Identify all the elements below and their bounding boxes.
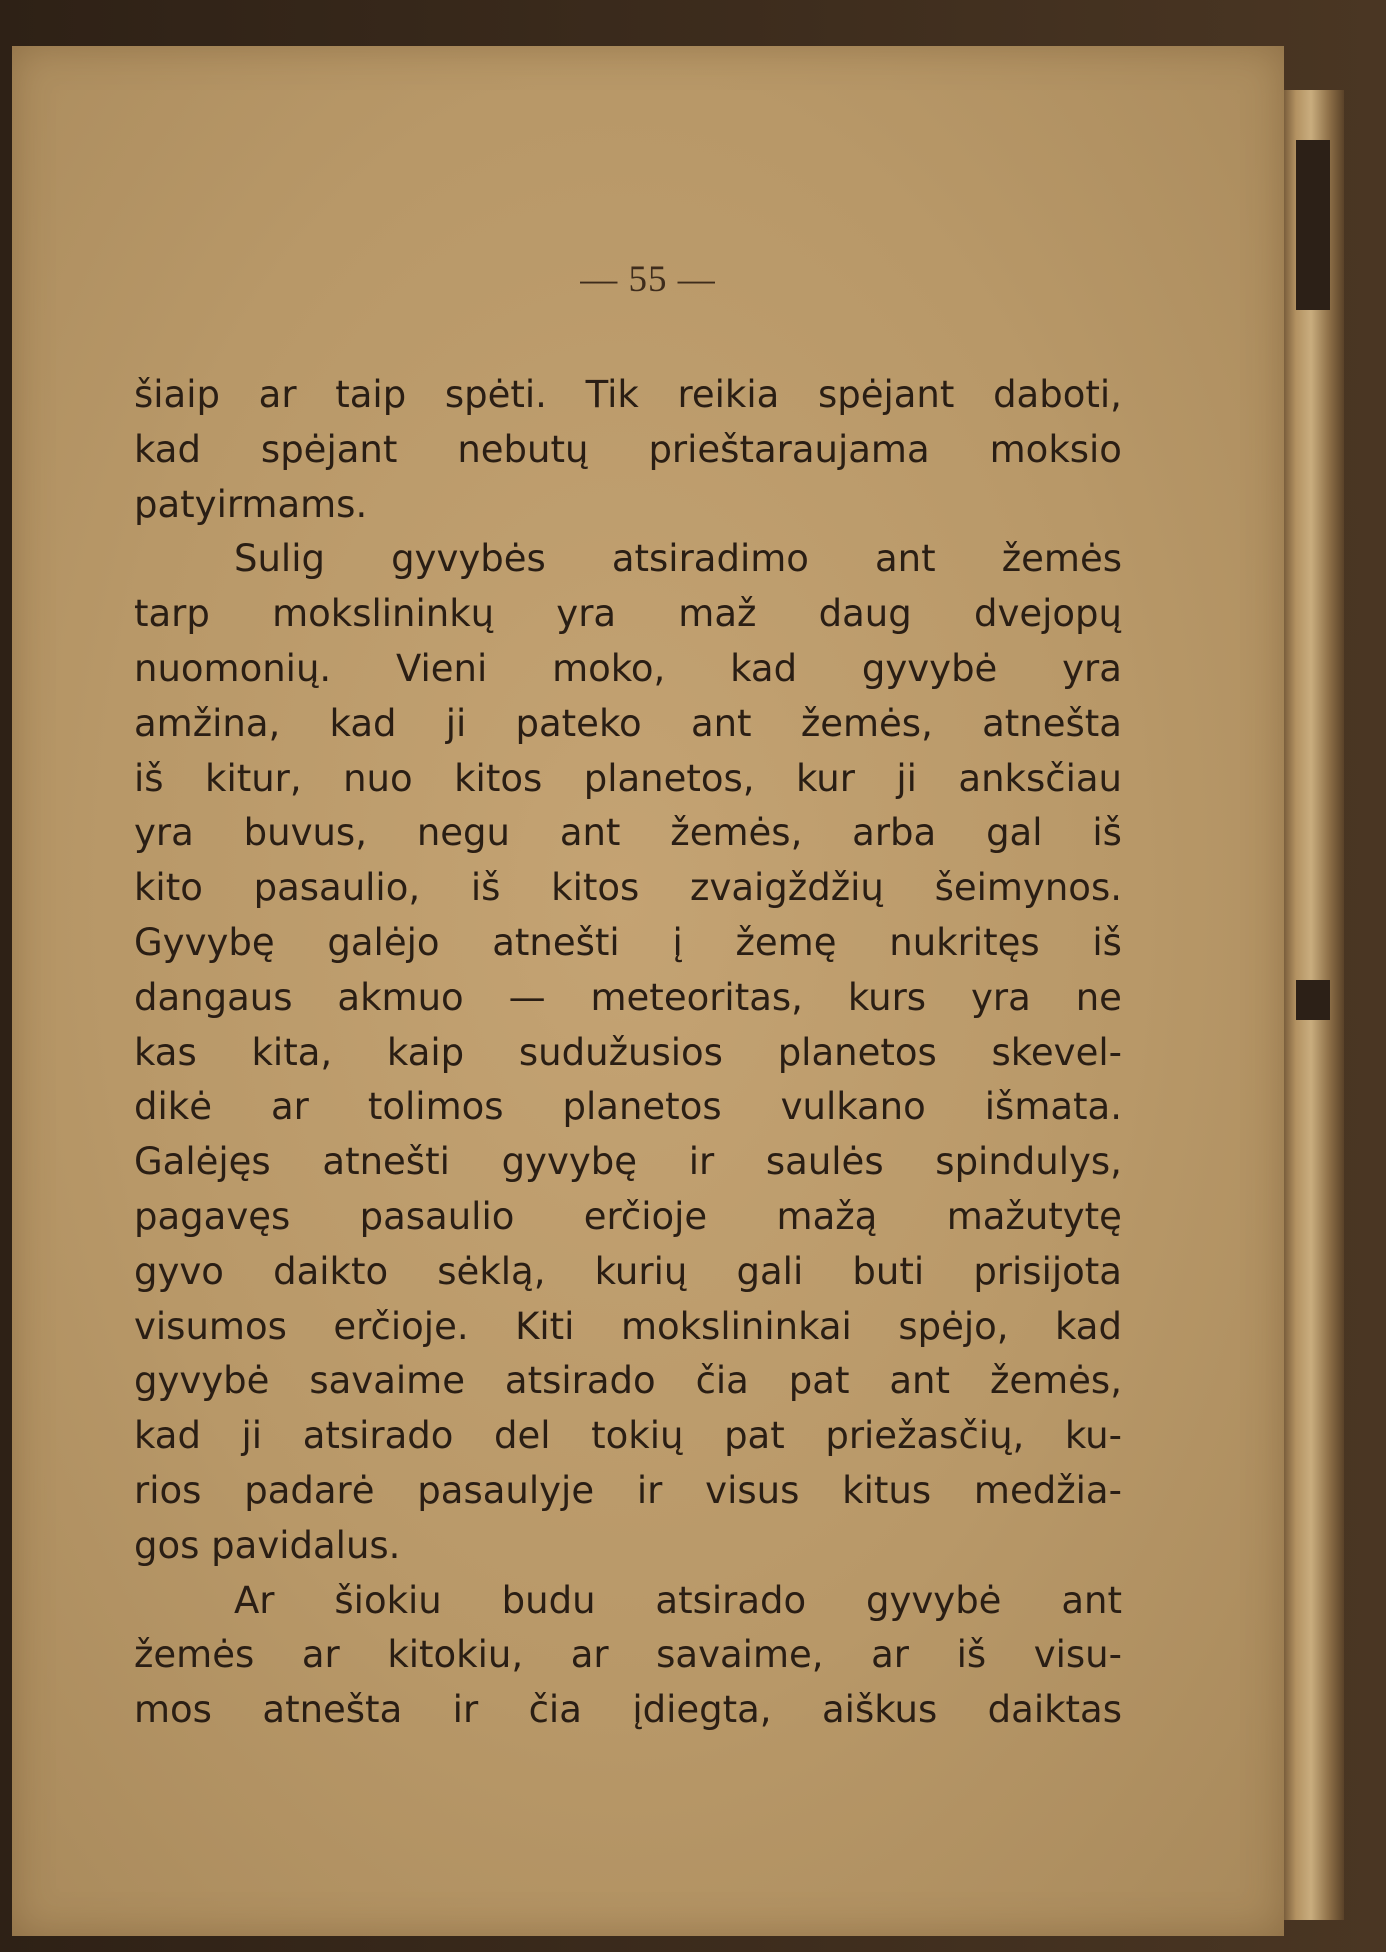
word: mokslininkai (620, 1304, 852, 1348)
word: amžina, (134, 701, 281, 745)
word: moksio (989, 427, 1122, 471)
word: ji (896, 756, 917, 800)
word: yra (1062, 646, 1122, 690)
word: gyvybė (134, 1359, 270, 1403)
word: čia (528, 1688, 582, 1732)
word: iš (470, 866, 501, 910)
word: erčioje. (333, 1304, 469, 1348)
text-line (134, 1300, 1122, 1355)
word: yra (134, 811, 194, 855)
text-line (134, 1354, 1122, 1409)
word: ar (871, 1633, 909, 1677)
word: atnešti (492, 920, 620, 964)
text-line (134, 1245, 1122, 1300)
word: planetos, (583, 756, 755, 800)
word: kurs (847, 975, 927, 1019)
text-line (134, 642, 1122, 697)
word: budu (501, 1578, 596, 1622)
word: galėjo (327, 920, 440, 964)
word: čia (695, 1359, 749, 1403)
word: žemės (1001, 537, 1122, 581)
word: spindulys, (935, 1140, 1122, 1184)
word: mažą (776, 1194, 878, 1238)
word: ant (889, 1359, 951, 1403)
text-line (134, 697, 1122, 752)
word: atnešta (982, 701, 1122, 745)
word: gyvybės (391, 537, 546, 581)
word: kitos (454, 756, 543, 800)
word: akmuo (337, 975, 464, 1019)
word: ar (301, 1633, 340, 1677)
word: Galėjęs (134, 1140, 271, 1184)
word: atsirado (302, 1414, 454, 1458)
word: prieštaraujama (648, 427, 930, 471)
word: tarp (134, 592, 210, 636)
word: rios (134, 1468, 202, 1512)
word: anksčiau (958, 756, 1122, 800)
word: į (672, 920, 683, 964)
word: visus (705, 1468, 800, 1512)
word: Kiti (515, 1304, 575, 1348)
word: meteoritas, (590, 975, 803, 1019)
word: mos (134, 1688, 212, 1732)
text-line (134, 1628, 1122, 1683)
word: gyvybę (501, 1140, 637, 1184)
word: ant (1061, 1578, 1122, 1622)
word: ant (690, 701, 752, 745)
word: planetos (562, 1085, 722, 1129)
text-line (134, 1026, 1122, 1081)
word: kad (329, 701, 397, 745)
word: moko, (552, 646, 666, 690)
text-line (134, 587, 1122, 642)
word: pasaulio (359, 1194, 515, 1238)
word: daug (818, 592, 912, 636)
word: šiokiu (334, 1578, 442, 1622)
text-line (134, 532, 1122, 587)
word: gyvo (134, 1249, 224, 1293)
word: atnešti (322, 1140, 450, 1184)
text-line (134, 1409, 1122, 1464)
word: sėklą, (437, 1249, 546, 1293)
word: iš (1092, 811, 1122, 855)
word: yra (971, 975, 1031, 1019)
word: sudužusios (518, 1030, 723, 1074)
word: nukritęs (889, 920, 1040, 964)
word: del (494, 1414, 551, 1458)
word: ne (1075, 975, 1122, 1019)
word: reikia (677, 373, 780, 416)
word: nuo (343, 756, 413, 800)
word: savaime (309, 1359, 465, 1403)
text-line (134, 861, 1122, 916)
word: kaip (386, 1030, 465, 1074)
word: kito (134, 866, 203, 910)
word: kad (730, 646, 798, 690)
word: ant (875, 537, 936, 581)
word: iš (1092, 920, 1122, 964)
word: Ar (234, 1578, 275, 1622)
word: gos (134, 1523, 212, 1567)
word: spėjant (817, 373, 955, 416)
word: negu (416, 811, 510, 855)
word: žemės, (670, 811, 803, 855)
word: šiaip (134, 373, 220, 416)
text-line (134, 1519, 1122, 1574)
word: žemės (134, 1633, 255, 1677)
word: ir (636, 1468, 663, 1512)
word: zvaigždžių (690, 866, 884, 910)
word: iš (134, 756, 164, 800)
word: atsirado (655, 1578, 807, 1622)
word: savaime, (656, 1633, 824, 1677)
word: dvejopų (973, 592, 1122, 636)
word: gal (986, 811, 1043, 855)
word: daboti, (993, 373, 1122, 416)
text-line (134, 1574, 1122, 1629)
word: atnešta (262, 1688, 403, 1732)
word: atsirado (504, 1359, 656, 1403)
word: gali (736, 1249, 804, 1293)
word: maž (678, 592, 757, 636)
word: spėjo, (898, 1304, 1009, 1348)
word: patyirmams. (134, 482, 368, 526)
text-line (134, 752, 1122, 807)
word: kitos (551, 866, 640, 910)
word: pasaulyje (417, 1468, 595, 1512)
word: skevel- (991, 1030, 1122, 1074)
word: pat (724, 1414, 785, 1458)
word: medžia- (973, 1468, 1122, 1512)
text-line (134, 423, 1122, 478)
word: iš (956, 1633, 987, 1677)
text-line (134, 478, 1122, 533)
word: atsiradimo (611, 537, 809, 581)
word: kita, (251, 1030, 333, 1074)
word: įdiegta, (632, 1688, 772, 1732)
word: buti (852, 1249, 925, 1293)
text-line (134, 368, 1122, 423)
word: visu- (1033, 1633, 1122, 1677)
word: dangaus (134, 975, 293, 1019)
word: kur (796, 756, 855, 800)
word: šeimynos. (934, 866, 1122, 910)
word: prisijota (973, 1249, 1122, 1293)
word: daiktas (987, 1688, 1122, 1732)
word: Sulig (234, 537, 325, 581)
word: Gyvybę (134, 920, 275, 964)
text-line (134, 1190, 1122, 1245)
word: žemę (735, 920, 837, 964)
word: ku- (1064, 1414, 1122, 1458)
word: kurių (594, 1249, 688, 1293)
word: žemės, (989, 1359, 1122, 1403)
word: taip (335, 373, 407, 416)
text-line (134, 971, 1122, 1026)
body-text (134, 368, 1122, 1738)
word: tolimos (367, 1085, 504, 1129)
word: kad (134, 1414, 201, 1458)
word: kitokiu, (387, 1633, 524, 1677)
word: ar (258, 373, 297, 416)
word: ji (445, 701, 467, 745)
word: žemės, (800, 701, 933, 745)
text-line (134, 916, 1122, 971)
page-edge-shadow (1296, 980, 1330, 1020)
word: saulės (765, 1140, 884, 1184)
word: priežasčių, (825, 1414, 1025, 1458)
word: kas (134, 1030, 197, 1074)
word: buvus, (243, 811, 367, 855)
word: nuomonių. (134, 646, 332, 690)
word: pasaulio, (253, 866, 421, 910)
word: daikto (273, 1249, 389, 1293)
word: pat (788, 1359, 850, 1403)
word: yra (556, 592, 617, 636)
word: visumos (134, 1304, 287, 1348)
word: gyvybė (861, 646, 998, 690)
text-line (134, 1080, 1122, 1135)
word: ar (570, 1633, 609, 1677)
word: dikė (134, 1085, 212, 1129)
word: kad (134, 427, 201, 471)
word: išmata. (984, 1085, 1122, 1129)
word: tokių (591, 1414, 684, 1458)
word: pavidalus. (211, 1523, 401, 1567)
text-line (134, 1683, 1122, 1738)
word: erčioje (583, 1194, 708, 1238)
word: padarė (244, 1468, 375, 1512)
text-line (134, 1135, 1122, 1190)
word: spėjant (260, 427, 398, 471)
text-line (134, 806, 1122, 861)
word: kitur, (205, 756, 302, 800)
word: mokslininkų (272, 592, 495, 636)
word: mažutytę (946, 1194, 1122, 1238)
page-edge-shadow (1296, 140, 1330, 310)
word: planetos (777, 1030, 937, 1074)
word: Vieni (396, 646, 488, 690)
word: ant (559, 811, 621, 855)
word: ji (241, 1414, 263, 1458)
word: ar (270, 1085, 309, 1129)
word: kitus (842, 1468, 932, 1512)
word: vulkano (780, 1085, 926, 1129)
word: ir (452, 1688, 479, 1732)
word: aiškus (821, 1688, 938, 1732)
word: pagavęs (134, 1194, 291, 1238)
word: spėti. (444, 373, 547, 416)
word: Tik (585, 373, 639, 416)
page-number: — 55 — (580, 259, 716, 300)
word: pateko (515, 701, 642, 745)
word: — (508, 975, 546, 1019)
word: arba (852, 811, 937, 855)
word: nebutų (457, 427, 589, 471)
word: gyvybė (866, 1578, 1002, 1622)
word: ir (688, 1140, 715, 1184)
paper-page (12, 46, 1284, 1936)
text-line (134, 1464, 1122, 1519)
word: kad (1055, 1304, 1122, 1348)
